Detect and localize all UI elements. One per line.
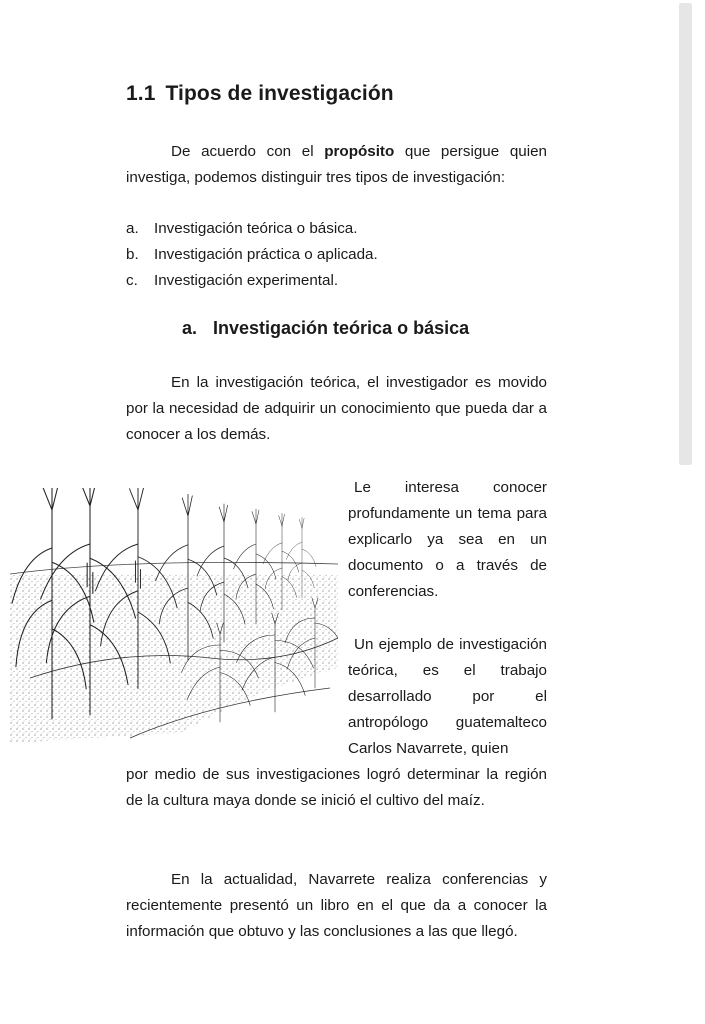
paragraph-interest: [348, 475, 547, 605]
list-item-text: Investigación experimental.: [154, 272, 339, 289]
paragraph-text: Le interesa conocer profundamente un tema para explicarlo ya sea en un documento o a través de conferencias.: [348, 479, 547, 600]
section-title: Tipos de investigación: [165, 82, 394, 105]
intro-bold-term: propósito: [324, 143, 395, 160]
subsection-title: Investigación teórica o básica: [213, 318, 470, 338]
types-list: [126, 216, 378, 294]
list-item: [126, 216, 378, 242]
subsection-heading: [182, 318, 469, 339]
paragraph-current: [126, 867, 547, 945]
paragraph-example-continued: [126, 762, 547, 814]
cornfield-illustration: [10, 488, 338, 743]
subsection-marker: a.: [182, 318, 198, 338]
section-heading: [126, 82, 394, 106]
list-item: [126, 242, 378, 268]
list-marker: c.: [126, 272, 138, 289]
section-number: 1.1: [126, 82, 156, 105]
scrollbar[interactable]: [679, 3, 692, 465]
paragraph-theoretical-definition: [126, 370, 547, 448]
paragraph-text: por medio de sus investigaciones logró determinar la región de la cultura maya donde se inició el cultivo del maíz.: [126, 766, 547, 809]
paragraph-text: En la actualidad, Navarrete realiza conferencias y recientemente presentó un libro en el que da a conocer la información que obtuvo y las conclusiones a las que llegó.: [126, 871, 547, 940]
intro-text-start: De acuerdo con el: [171, 143, 325, 160]
ground: [10, 562, 338, 743]
list-marker: b.: [126, 246, 139, 263]
list-item-text: Investigación teórica o básica.: [154, 220, 358, 237]
list-item: [126, 268, 378, 294]
paragraph-text: Un ejemplo de investigación teórica, es el trabajo desarrollado por el antropólogo guatemalteco Carlos Navarrete, quien: [348, 636, 547, 757]
intro-text-end: que persigue quien investiga, podemos distinguir tres tipos de investigación:: [126, 143, 547, 186]
paragraph-text: En la investigación teórica, el investigador es movido por la necesidad de adquirir un conocimiento que pueda dar a conocer a los demás.: [126, 374, 547, 443]
list-item-text: Investigación práctica o aplicada.: [154, 246, 378, 263]
paragraph-example: [348, 632, 547, 762]
list-marker: a.: [126, 220, 139, 237]
intro-paragraph: [126, 139, 547, 191]
